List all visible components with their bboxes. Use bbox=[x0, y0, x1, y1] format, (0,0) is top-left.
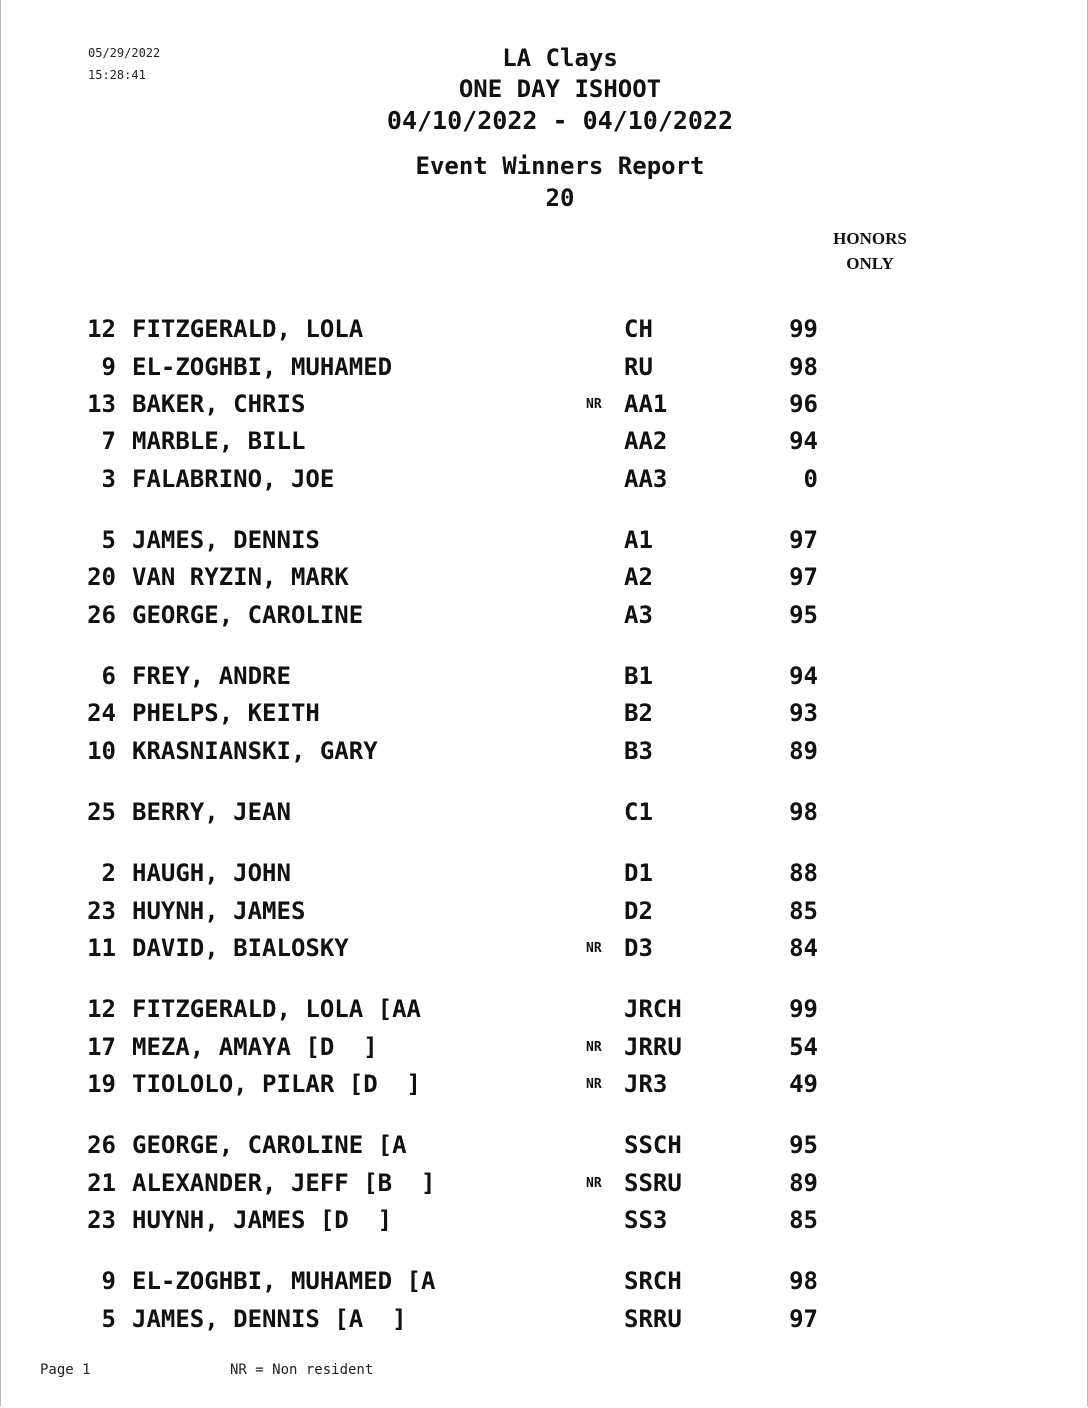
shooter-number: 17 bbox=[87, 1033, 116, 1061]
shooter-number: 23 bbox=[87, 897, 116, 925]
score: 88 bbox=[789, 859, 818, 887]
score: 95 bbox=[789, 601, 818, 629]
shooter-name: FITZGERALD, LOLA bbox=[132, 315, 364, 343]
score: 93 bbox=[789, 699, 818, 727]
shoot-dates: 04/10/2022 - 04/10/2022 bbox=[386, 106, 734, 135]
shooter-number: 19 bbox=[87, 1070, 116, 1098]
score: 97 bbox=[789, 563, 818, 591]
award-class: A2 bbox=[624, 563, 653, 591]
award-class: SS3 bbox=[624, 1206, 668, 1234]
award-class: A1 bbox=[624, 526, 653, 554]
print-date: 05/29/2022 bbox=[88, 46, 161, 60]
score: 97 bbox=[789, 1305, 818, 1333]
award-class: AA1 bbox=[624, 390, 668, 418]
shooter-number: 12 bbox=[87, 315, 116, 343]
score: 54 bbox=[789, 1033, 818, 1061]
award-class: JR3 bbox=[624, 1070, 668, 1098]
shooter-name: BAKER, CHRIS bbox=[132, 390, 306, 418]
award-class: SRRU bbox=[624, 1305, 682, 1333]
score: 94 bbox=[789, 662, 818, 690]
score: 84 bbox=[789, 934, 818, 962]
report-title: Event Winners Report bbox=[415, 152, 705, 180]
shooter-name: MEZA, AMAYA [D ] bbox=[132, 1033, 378, 1061]
award-class: AA2 bbox=[624, 427, 668, 455]
shooter-name: FALABRINO, JOE bbox=[132, 465, 335, 493]
shooter-number: 6 bbox=[101, 662, 116, 690]
score: 0 bbox=[803, 465, 818, 493]
score: 98 bbox=[789, 1267, 818, 1295]
honors-heading-line: ONLY bbox=[846, 254, 894, 273]
shooter-name: HAUGH, JOHN bbox=[132, 859, 291, 887]
club-name: LA Clays bbox=[502, 44, 618, 72]
score: 98 bbox=[789, 353, 818, 381]
shooter-name: FREY, ANDRE bbox=[132, 662, 291, 690]
shooter-number: 25 bbox=[87, 798, 116, 826]
award-class: JRRU bbox=[624, 1033, 682, 1061]
shooter-name: HUYNH, JAMES bbox=[132, 897, 306, 925]
honors-only-heading bbox=[815, 226, 925, 276]
score: 49 bbox=[789, 1070, 818, 1098]
score: 95 bbox=[789, 1131, 818, 1159]
shooter-name: BERRY, JEAN bbox=[132, 798, 291, 826]
shooter-name: EL-ZOGHBI, MUHAMED [A bbox=[132, 1267, 436, 1295]
shooter-number: 24 bbox=[87, 699, 116, 727]
award-class: D3 bbox=[624, 934, 653, 962]
shooter-name: MARBLE, BILL bbox=[132, 427, 306, 455]
shooter-name: JAMES, DENNIS bbox=[132, 526, 320, 554]
score: 99 bbox=[789, 995, 818, 1023]
shooter-name: FITZGERALD, LOLA [AA bbox=[132, 995, 421, 1023]
page-number: Page 1 bbox=[40, 1362, 91, 1378]
non-resident-flag: NR bbox=[586, 1040, 602, 1055]
award-class: A3 bbox=[624, 601, 653, 629]
award-class: CH bbox=[624, 315, 653, 343]
nr-legend: NR = Non resident bbox=[230, 1362, 374, 1378]
shooter-number: 23 bbox=[87, 1206, 116, 1234]
shooter-number: 11 bbox=[87, 934, 116, 962]
shooter-name: PHELPS, KEITH bbox=[132, 699, 320, 727]
shooter-name: GEORGE, CAROLINE [A bbox=[132, 1131, 407, 1159]
non-resident-flag: NR bbox=[586, 1077, 602, 1092]
shooter-number: 13 bbox=[87, 390, 116, 418]
score: 85 bbox=[789, 897, 818, 925]
shoot-name: ONE DAY ISHOOT bbox=[458, 75, 662, 103]
award-class: D1 bbox=[624, 859, 653, 887]
shooter-number: 9 bbox=[101, 1267, 116, 1295]
score: 89 bbox=[789, 1169, 818, 1197]
shooter-name: DAVID, BIALOSKY bbox=[132, 934, 349, 962]
award-class: B1 bbox=[624, 662, 653, 690]
shooter-name: GEORGE, CAROLINE bbox=[132, 601, 364, 629]
shooter-number: 5 bbox=[101, 526, 116, 554]
non-resident-flag: NR bbox=[586, 941, 602, 956]
honors-heading-line: HONORS bbox=[833, 229, 907, 248]
non-resident-flag: NR bbox=[586, 397, 602, 412]
award-class: JRCH bbox=[624, 995, 682, 1023]
score: 98 bbox=[789, 798, 818, 826]
score: 85 bbox=[789, 1206, 818, 1234]
award-class: SRCH bbox=[624, 1267, 682, 1295]
shooter-number: 2 bbox=[101, 859, 116, 887]
shooter-name: HUYNH, JAMES [D ] bbox=[132, 1206, 393, 1234]
award-class: RU bbox=[624, 353, 653, 381]
shooter-name: ALEXANDER, JEFF [B ] bbox=[132, 1169, 436, 1197]
score: 97 bbox=[789, 526, 818, 554]
shooter-number: 5 bbox=[101, 1305, 116, 1333]
score: 99 bbox=[789, 315, 818, 343]
shooter-number: 26 bbox=[87, 1131, 116, 1159]
shooter-name: JAMES, DENNIS [A ] bbox=[132, 1305, 407, 1333]
shooter-name: KRASNIANSKI, GARY bbox=[132, 737, 378, 765]
event-number: 20 bbox=[545, 184, 575, 212]
shooter-number: 7 bbox=[101, 427, 116, 455]
award-class: B3 bbox=[624, 737, 653, 765]
award-class: D2 bbox=[624, 897, 653, 925]
shooter-number: 26 bbox=[87, 601, 116, 629]
shooter-number: 12 bbox=[87, 995, 116, 1023]
award-class: AA3 bbox=[624, 465, 668, 493]
shooter-name: EL-ZOGHBI, MUHAMED bbox=[132, 353, 393, 381]
shooter-number: 3 bbox=[101, 465, 116, 493]
score: 94 bbox=[789, 427, 818, 455]
award-class: SSRU bbox=[624, 1169, 682, 1197]
shooter-name: VAN RYZIN, MARK bbox=[132, 563, 349, 591]
shooter-name: TIOLOLO, PILAR [D ] bbox=[132, 1070, 421, 1098]
score: 89 bbox=[789, 737, 818, 765]
score: 96 bbox=[789, 390, 818, 418]
award-class: SSCH bbox=[624, 1131, 682, 1159]
award-class: B2 bbox=[624, 699, 653, 727]
shooter-number: 10 bbox=[87, 737, 116, 765]
shooter-number: 9 bbox=[101, 353, 116, 381]
shooter-number: 21 bbox=[87, 1169, 116, 1197]
print-time: 15:28:41 bbox=[88, 68, 146, 82]
shooter-number: 20 bbox=[87, 563, 116, 591]
award-class: C1 bbox=[624, 798, 653, 826]
non-resident-flag: NR bbox=[586, 1176, 602, 1191]
